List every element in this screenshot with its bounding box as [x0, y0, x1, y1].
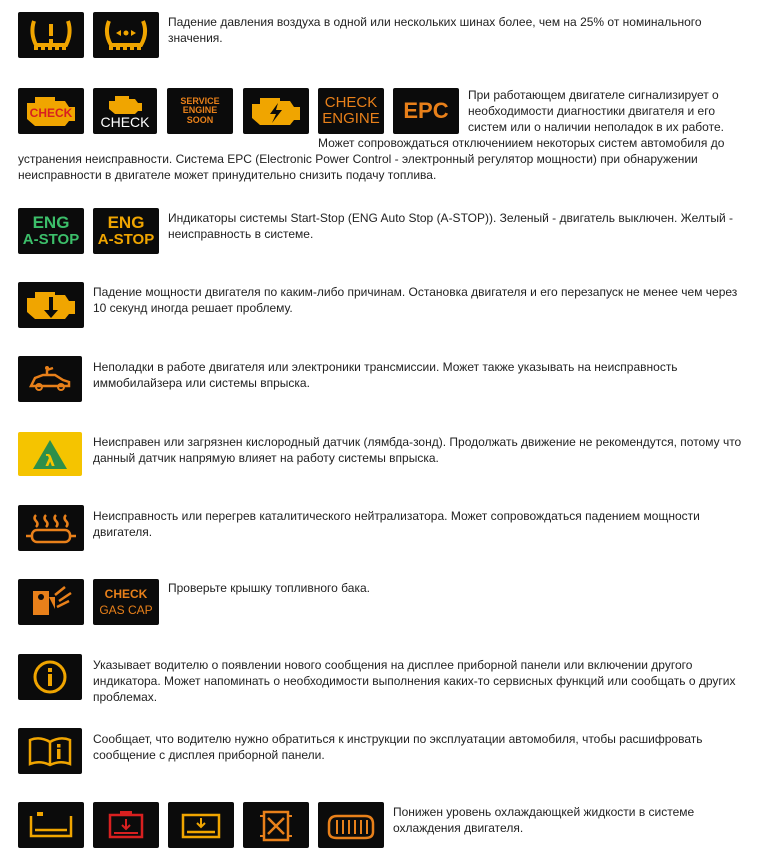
tire-pressure-system-icon — [93, 12, 159, 58]
coolant-description: Понижен уровень охлаждающкей жидкости в системе охлаждения двигателя. — [393, 805, 695, 835]
indicator-row-lambda — [0, 426, 757, 486]
coolant-tank-red-icon — [93, 802, 159, 848]
eng-a-stop-green-icon — [18, 208, 84, 254]
engine-label: ENGINE — [182, 105, 218, 116]
engine-label: ENGINE — [322, 110, 380, 127]
a-stop-label: A-STOP — [22, 231, 80, 249]
indicator-row-check-engine — [0, 82, 757, 186]
indicator-row-coolant — [0, 798, 757, 860]
indicator-row-fuel-cap — [0, 574, 757, 634]
check-label: CHECK — [324, 94, 378, 112]
soon-label: SOON — [186, 114, 214, 125]
info-description: Указывает водителю о появлении нового сообщения на дисплее приборной панели или включении другого индикатора. Может напоминать о необходимости выполнения каких-то сервисных функций или сообщать о других проблемах. — [93, 658, 736, 704]
check-label: CHECK — [100, 113, 150, 130]
lambda-sensor-icon — [18, 432, 82, 476]
epc-label: EPC — [403, 98, 449, 124]
lambda-description: Неисправен или загрязнен кислородный датчик (лямбда-зонд). Продолжать движение не рекомендутся, потому что данный датчик напрямую влияет на работу системы впрыска. — [93, 435, 742, 465]
coolant-radiator-icon — [243, 802, 309, 848]
check-engine-outline-icon — [18, 88, 84, 134]
check-label: CHECK — [104, 586, 148, 601]
engine-lightning-icon — [243, 88, 309, 134]
epc-icon — [393, 88, 459, 134]
eng-a-stop-yellow-icon — [93, 208, 159, 254]
catalyst-description: Неисправность или перегрев каталитического нейтрализатора. Может сопровождаться падением мощности двигателя. — [93, 509, 700, 539]
manual-description: Сообщает, что водителю нужно обратиться к инструкции по эксплуатации автомобиля, чтобы расшифровать сообщение с дисплея приборной панели. — [93, 732, 703, 762]
check-engine-description-top: При работающем двигателе сигнализирует о необходимости диагностики двигателя и его систем или о наличии неполадок в их работе. — [468, 88, 724, 134]
indicator-row-power-loss — [0, 278, 757, 338]
start-stop-description: Индикаторы системы Start-Stop (ENG Auto Stop (A-STOP)). Зеленый - двигатель выключен. Желтый - неисправность в системе. — [168, 211, 734, 241]
indicator-row-engine-transmission — [0, 352, 757, 412]
engine-transmission-description: Неполадки в работе двигателя или электроники трансмиссии. Может также указывать на неисправность иммобилайзера или системы впрыска. — [93, 360, 678, 390]
svg-text:λ: λ — [44, 451, 56, 470]
coolant-tank-amber-icon — [18, 802, 84, 848]
indicator-row-manual — [0, 724, 757, 784]
indicator-row-info — [0, 650, 757, 720]
owner-manual-info-icon — [18, 728, 82, 774]
gas-cap-label: GAS CAP — [99, 602, 153, 617]
info-circle-icon — [18, 654, 82, 700]
engine-power-down-icon — [18, 282, 84, 328]
eng-label: ENG — [107, 213, 145, 233]
catalytic-converter-icon — [18, 505, 84, 551]
coolant-level-low-icon — [168, 802, 234, 848]
coolant-reservoir-icon — [318, 802, 384, 848]
service-engine-soon-icon — [167, 88, 233, 134]
fuel-cap-description: Проверьте крышку топливного бака. — [168, 581, 370, 595]
indicator-row-tpms — [0, 0, 757, 70]
tire-pressure-warning-icon — [18, 12, 84, 58]
check-gas-cap-icon — [93, 579, 159, 625]
power-loss-description: Падение мощности двигателя по каким-либо причинам. Остановка двигателя и его перезапуск не менее чем через 10 секунд иногда решает проблему. — [93, 285, 738, 315]
indicator-row-start-stop — [0, 200, 757, 260]
check-engine-icon — [93, 88, 157, 134]
eng-label: ENG — [32, 213, 70, 233]
check-engine-text-icon — [318, 88, 384, 134]
indicator-row-catalyst — [0, 500, 757, 560]
a-stop-label: A-STOP — [97, 231, 155, 249]
service-label: SERVICE — [180, 95, 220, 106]
check-engine-description-bottom: Может сопровождаться отключениием некоторых систем автомобиля до устранения неисправности. Система EPC (Electronic Power Control - электронный регулятор мощности) при обнаружении неисправности в двигателе может принудительно снизить подачу топлива. — [18, 136, 725, 182]
fuel-cap-icon — [18, 579, 84, 625]
check-label: CHECK — [29, 106, 73, 120]
tpms-description: Падение давления воздуха в одной или нескольких шинах более, чем на 25% от номинального значения. — [168, 15, 702, 45]
car-lifted-wrench-icon — [18, 356, 82, 402]
